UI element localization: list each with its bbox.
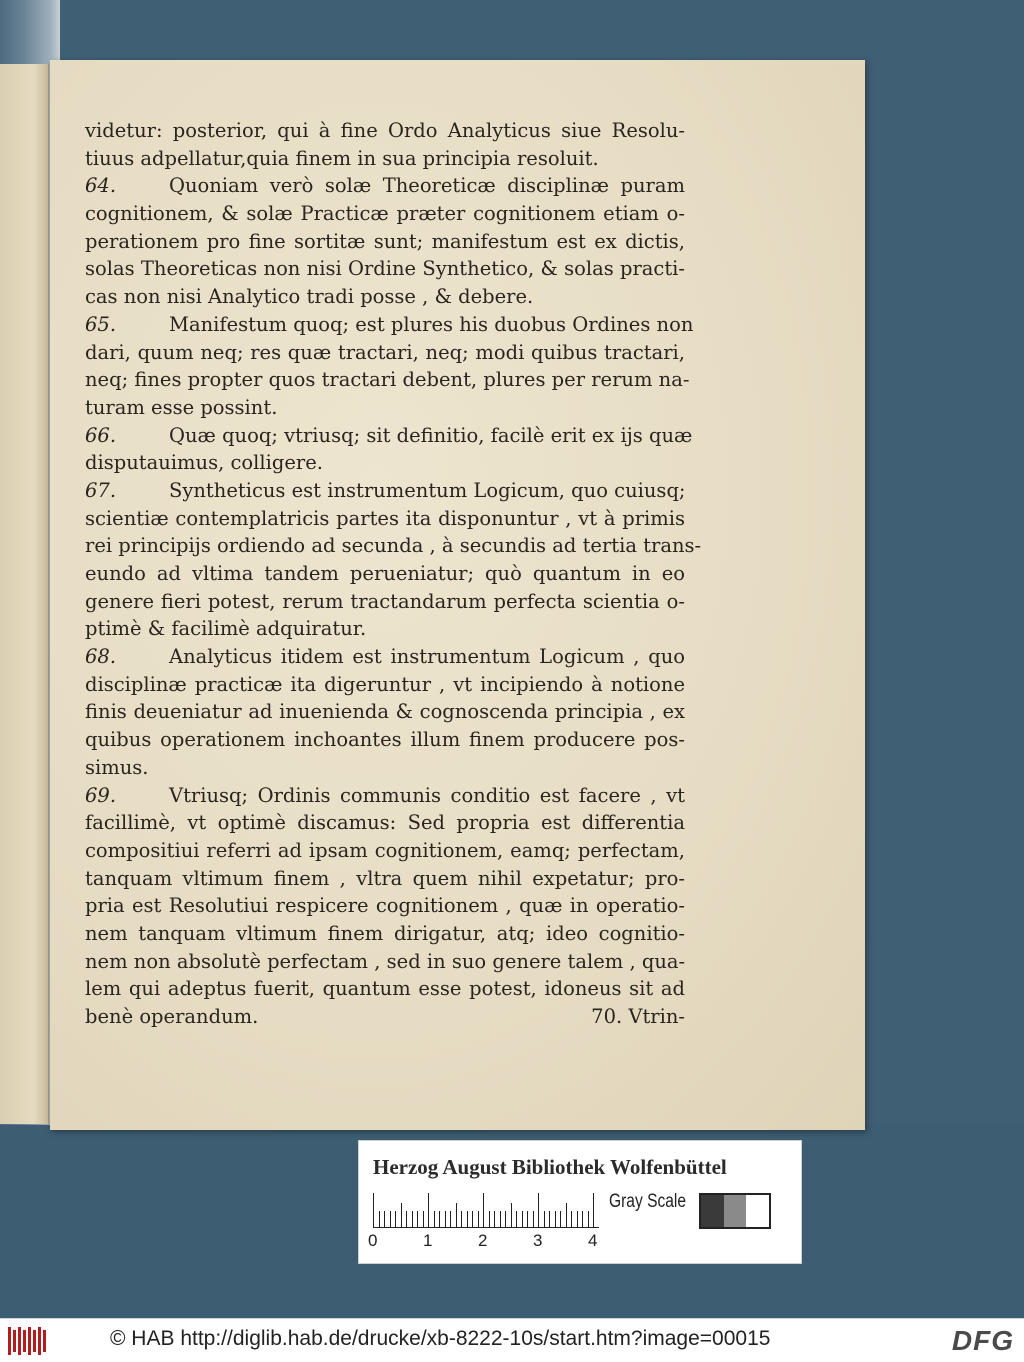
text-line <box>85 200 685 228</box>
line-text: Quæ quoq; vtriusq; sit definitio, facilè erit ex ijs quæ <box>169 423 693 447</box>
line-text: scientiæ contemplatricis partes ita disponuntur , vt à primis <box>85 506 685 530</box>
ruler-tick <box>560 1211 561 1227</box>
ruler-label: 3 <box>533 1231 543 1250</box>
text-line <box>85 311 694 339</box>
line-text: benè operandum. <box>85 1005 259 1028</box>
ruler-tick <box>571 1211 572 1227</box>
line-text: pria est Resolutiui respicere cognitionem , quæ in operatio- <box>85 894 685 918</box>
dfg-logo[interactable]: DFG <box>951 1325 1014 1356</box>
ruler-label: 4 <box>588 1231 598 1250</box>
calibration-card <box>358 1140 802 1264</box>
text-line <box>85 394 685 422</box>
ruler-tick <box>450 1211 451 1227</box>
ruler-tick <box>483 1193 484 1227</box>
ruler-label: 0 <box>368 1231 378 1250</box>
hab-logo-icon[interactable] <box>8 1327 48 1355</box>
paragraph-number: 69. <box>85 783 117 807</box>
line-text: nem tanquam vltimum finem dirigatur, atq; ideo cognitio- <box>85 921 685 945</box>
ruler-tick <box>395 1211 396 1227</box>
line-text: genere fieri potest, rerum tractandarum perfecta scientia o- <box>85 589 685 613</box>
text-line <box>85 809 685 837</box>
ruler-label: 1 <box>423 1231 433 1250</box>
catchword: 70. Vtrin- <box>591 1005 685 1028</box>
ruler-tick <box>549 1211 550 1227</box>
line-text: Manifestum quoq; est plures his duobus Ordines non <box>169 312 694 336</box>
line-text: compositiui referri ad ipsam cognitionem, eamq; perfectam, <box>85 838 685 862</box>
ruler-tick <box>527 1211 528 1227</box>
ruler-tick <box>489 1211 490 1227</box>
line-text: nem non absolutè perfectam , sed in suo genere talem , qua- <box>85 949 686 973</box>
line-text: videtur: posterior, qui à fine Ordo Analyticus siue Resolu- <box>85 119 685 142</box>
gray-swatch <box>724 1195 747 1227</box>
paragraph-number: 64. <box>85 174 117 198</box>
text-line <box>85 588 685 616</box>
ruler-tick <box>555 1211 556 1227</box>
ruler-tick <box>494 1211 495 1227</box>
text-line <box>85 920 685 948</box>
line-text: simus. <box>85 755 149 779</box>
text-line <box>85 283 685 311</box>
line-text: lem qui adeptus fuerit, quantum esse potest, idoneus sit ad <box>85 977 685 1001</box>
line-text: tiuus adpellatur,quia finem in sua principia resoluit. <box>85 146 599 170</box>
ruler-tick <box>566 1203 567 1227</box>
line-text: perationem pro fine sortitæ sunt; manifestum est ex dictis, <box>85 229 685 253</box>
ruler-tick <box>401 1203 402 1227</box>
ruler-tick <box>472 1211 473 1227</box>
line-text: solas Theoreticas non nisi Ordine Synthetico, & solas practi- <box>85 257 685 281</box>
line-text: ptimè & facilimè adquiratur. <box>85 617 367 641</box>
line-text: rei principijs ordiendo ad secunda , à secundis ad tertia trans- <box>85 534 702 558</box>
text-line <box>85 560 685 588</box>
ruler-tick <box>533 1211 534 1227</box>
paragraph-number: 67. <box>85 478 117 502</box>
footer-copyright-url[interactable]: © HAB http://diglib.hab.de/drucke/xb-8222-10s/start.htm?image=00015 <box>110 1327 771 1350</box>
ruler-tick <box>478 1211 479 1227</box>
ruler <box>373 1193 599 1227</box>
ruler-tick <box>373 1193 374 1227</box>
text-line <box>85 145 685 173</box>
text-line <box>85 671 685 699</box>
ruler-tick <box>505 1211 506 1227</box>
ruler-tick <box>500 1211 501 1227</box>
paragraph-number: 68. <box>85 645 117 669</box>
footer-bar <box>0 1318 1024 1362</box>
gray-swatch <box>701 1195 724 1227</box>
text-line <box>85 449 685 477</box>
line-text: finis deueniatur ad inuenienda & cognoscenda principia , ex <box>85 700 685 724</box>
ruler-label: 2 <box>478 1231 488 1250</box>
line-text: neq; fines propter quos tractari debent, plures per rerum na- <box>85 368 690 392</box>
ruler-tick <box>439 1211 440 1227</box>
ruler-tick <box>593 1193 594 1227</box>
ruler-tick <box>538 1193 539 1227</box>
text-line <box>85 782 685 810</box>
line-text: cognitionem, & solæ Practicæ præter cognitionem etiam o- <box>85 202 685 226</box>
ruler-tick <box>456 1203 457 1227</box>
ruler-tick <box>516 1211 517 1227</box>
text-line <box>85 837 685 865</box>
previous-page-edge <box>0 64 49 1124</box>
line-text: disputauimus, colligere. <box>85 451 323 475</box>
ruler-tick <box>577 1211 578 1227</box>
line-text: dari, quum neq; res quæ tractari, neq; modi quibus tractari, <box>85 340 685 364</box>
ruler-tick <box>522 1211 523 1227</box>
line-text: Vtriusq; Ordinis communis conditio est facere , vt <box>169 783 685 807</box>
ruler-tick <box>390 1211 391 1227</box>
line-text: quibus operationem inchoantes illum finem producere pos- <box>85 728 685 752</box>
ruler-tick <box>423 1211 424 1227</box>
ruler-tick <box>511 1203 512 1227</box>
text-line <box>85 726 685 754</box>
line-text: facillimè, vt optimè discamus: Sed propria est differentia <box>85 811 685 835</box>
line-text: disciplinæ practicæ ita digeruntur , vt incipiendo à notione <box>85 672 685 696</box>
ruler-tick <box>461 1211 462 1227</box>
text-line <box>85 754 685 782</box>
text-line <box>85 255 685 283</box>
text-line <box>85 643 685 671</box>
text-line <box>85 366 690 394</box>
ruler-tick <box>406 1211 407 1227</box>
ruler-tick <box>467 1211 468 1227</box>
line-text: Syntheticus est instrumentum Logicum, quo cuiusq; <box>169 478 686 502</box>
ruler-tick <box>417 1211 418 1227</box>
line-text: Analyticus itidem est instrumentum Logicum , quo <box>169 645 685 669</box>
text-line <box>85 339 685 367</box>
paragraph-number: 65. <box>85 312 117 336</box>
text-line <box>85 172 685 200</box>
ruler-tick <box>582 1211 583 1227</box>
gray-swatch <box>746 1195 769 1227</box>
ruler-tick <box>428 1193 429 1227</box>
ruler-tick <box>544 1211 545 1227</box>
text-line <box>85 615 685 643</box>
text-line <box>85 865 685 893</box>
line-text: tanquam vltimum finem , vltra quem nihil expetatur; pro- <box>85 866 685 890</box>
text-line <box>85 948 685 976</box>
text-line <box>85 975 685 1003</box>
ruler-tick <box>384 1211 385 1227</box>
ruler-tick <box>588 1211 589 1227</box>
text-line <box>85 422 693 450</box>
ruler-tick <box>379 1211 380 1227</box>
ruler-tick <box>434 1211 435 1227</box>
gray-scale-label: Gray Scale <box>609 1191 687 1212</box>
calibration-title: Herzog August Bibliothek Wolfenbüttel <box>373 1155 727 1179</box>
text-line <box>85 532 702 560</box>
text-line <box>85 117 685 145</box>
text-line <box>85 698 685 726</box>
text-line <box>85 892 685 920</box>
ruler-tick <box>445 1211 446 1227</box>
line-text: cas non nisi Analytico tradi posse , & debere. <box>85 285 534 309</box>
text-line <box>85 228 685 256</box>
line-text: Quoniam verò solæ Theoreticæ disciplinæ puram <box>169 174 685 198</box>
gray-scale-swatches <box>699 1193 771 1229</box>
line-text: eundo ad vltima tandem perueniatur; quò quantum in eo <box>85 562 685 585</box>
ruler-tick <box>412 1211 413 1227</box>
line-text: turam esse possint. <box>85 395 278 419</box>
text-line <box>85 505 685 533</box>
page-text <box>85 117 702 1031</box>
text-line <box>85 477 685 505</box>
paragraph-number: 66. <box>85 423 117 447</box>
text-line <box>85 1003 685 1031</box>
